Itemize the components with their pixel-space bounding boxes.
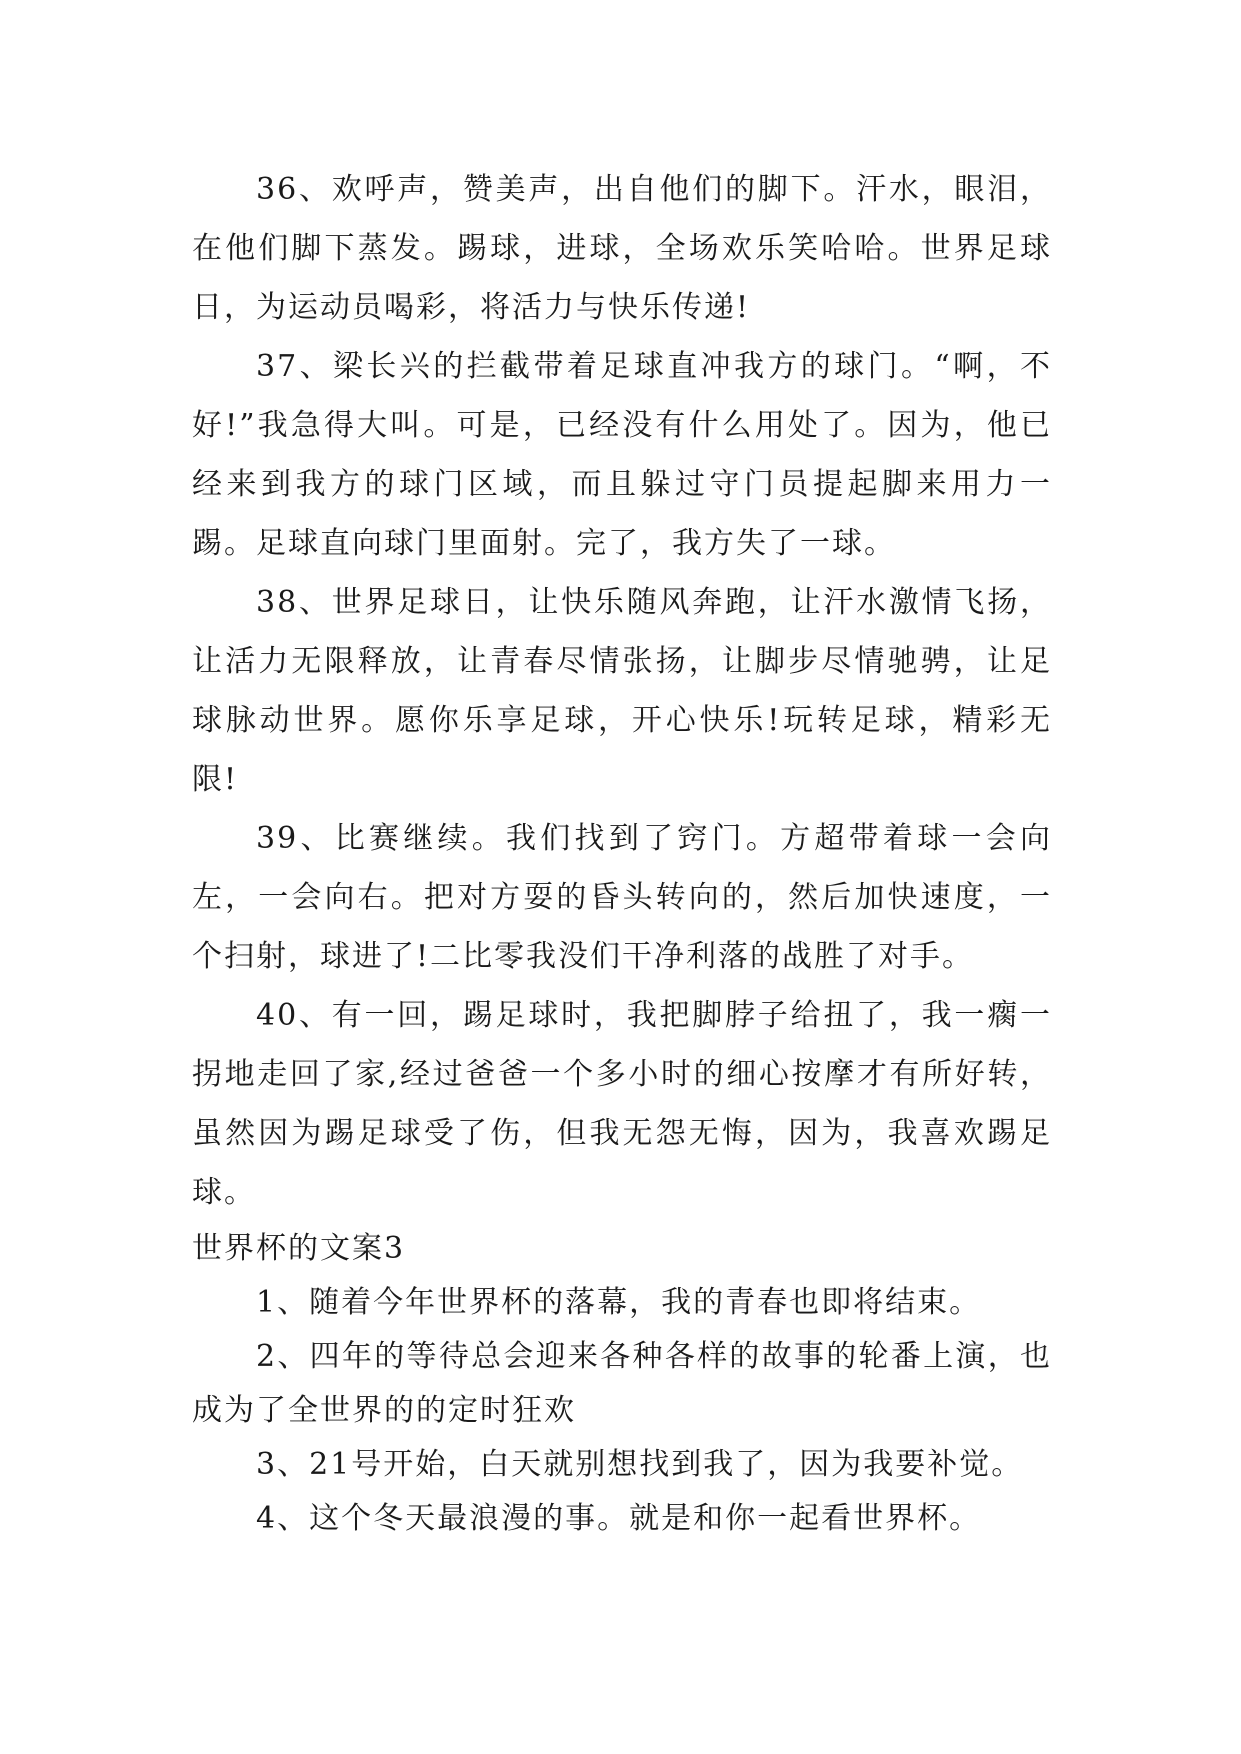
paragraph-39: 39、比赛继续。我们找到了窍门。方超带着球一会向左，一会向右。把对方耍的昏头转向的，然后加快速度，一个扫射，球进了!二比零我没们干净利落的战胜了对手。 — [192, 821, 1052, 974]
paragraph-37: 37、梁长兴的拦截带着足球直冲我方的球门。“啊，不好!”我急得大叫。可是，已经没有什么用处了。因为，他已经来到我方的球门区域，而且躲过守门员提起脚来用力一踢。足球直向球门里面射。完了，我方失了一球。 — [192, 349, 1052, 561]
paragraph-36: 36、欢呼声，赞美声，出自他们的脚下。汗水，眼泪，在他们脚下蒸发。踢球，进球，全场欢乐笑哈哈。世界足球日，为运动员喝彩，将活力与快乐传递! — [192, 172, 1052, 325]
list-item-4: 4、这个冬天最浪漫的事。就是和你一起看世界杯。 — [256, 1501, 982, 1536]
list-item-3: 3、21号开始，白天就别想找到我了，因为我要补觉。 — [256, 1447, 1024, 1482]
document-body — [192, 160, 1052, 1546]
list-item-1: 1、随着今年世界杯的落幕，我的青春也即将结束。 — [256, 1285, 982, 1320]
list-item-2: 2、四年的等待总会迎来各种各样的故事的轮番上演，也成为了全世界的的定时狂欢 — [192, 1339, 1052, 1428]
section-heading: 世界杯的文案3 — [192, 1231, 406, 1266]
paragraph-38: 38、世界足球日，让快乐随风奔跑，让汗水激情飞扬，让活力无限释放，让青春尽情张扬，让脚步尽情驰骋，让足球脉动世界。愿你乐享足球，开心快乐!玩转足球，精彩无限! — [192, 585, 1052, 797]
paragraph-40: 40、有一回，踢足球时，我把脚脖子给扭了，我一瘸一拐地走回了家,经过爸爸一个多小时的细心按摩才有所好转，虽然因为踢足球受了伤，但我无怨无悔，因为，我喜欢踢足球。 — [192, 998, 1052, 1210]
